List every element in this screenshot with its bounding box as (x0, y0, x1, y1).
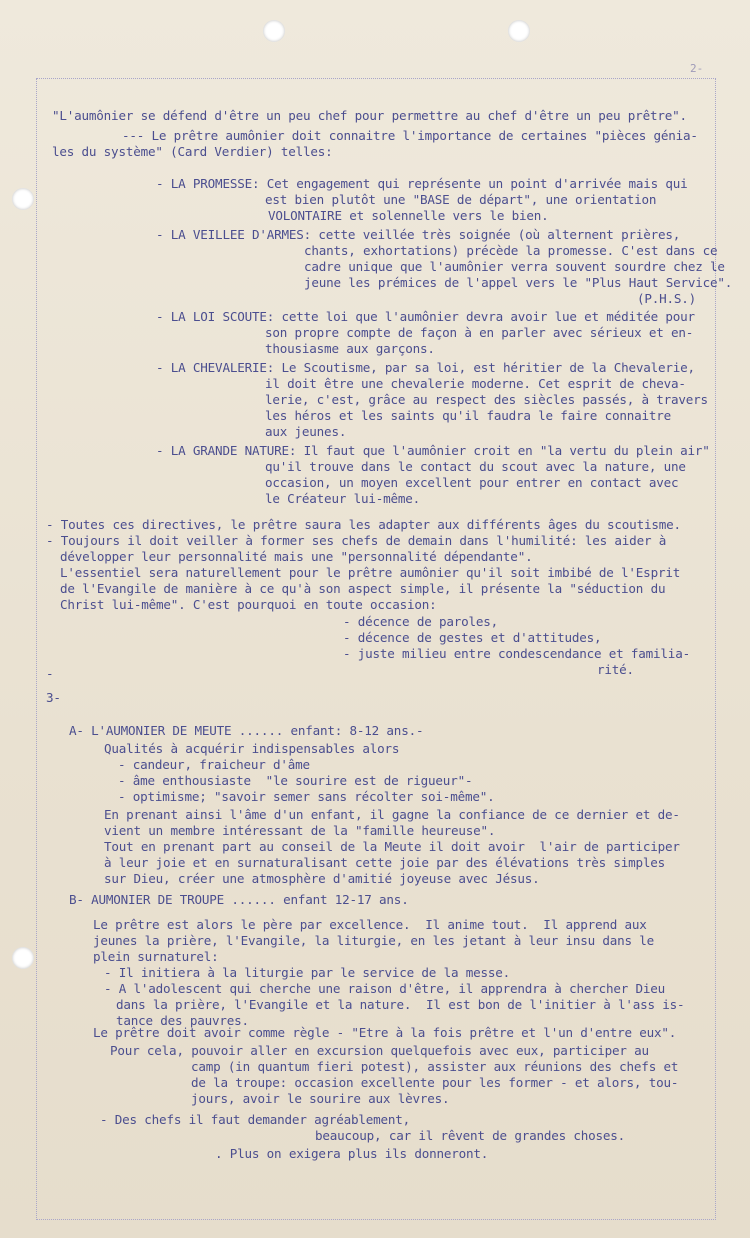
text-line: sur Dieu, créer une atmosphère d'amitié joyeuse avec Jésus. (104, 871, 540, 886)
text-line: jeune les prémices de l'appel vers le "Plus Haut Service". (304, 275, 733, 290)
text-line: jours, avoir le sourire aux lèvres. (191, 1091, 450, 1106)
text-line: les du système" (Card Verdier) telles: (52, 144, 333, 159)
text-line: - Des chefs il faut demander agréablement, (100, 1112, 411, 1127)
text-line: - Il initiera à la liturgie par le service de la messe. (104, 965, 511, 980)
text-line: VOLONTAIRE et solennelle vers le bien. (268, 208, 549, 223)
text-line: - LA LOI SCOUTE: cette loi que l'aumônier devra avoir lue et méditée pour (156, 309, 695, 324)
text-line: - (46, 666, 54, 681)
text-line: thousiasme aux garçons. (265, 341, 435, 356)
punch-hole-left-1 (12, 188, 34, 210)
text-line: - juste milieu entre condescendance et familia- (343, 646, 690, 661)
text-line: - LA VEILLEE D'ARMES: cette veillée très soignée (où alternent prières, (156, 227, 681, 242)
page-number: 2- (690, 62, 704, 75)
text-line: les héros et les saints qu'il faudra le faire connaitre (265, 408, 672, 423)
text-line: - âme enthousiaste "le sourire est de rigueur"- (118, 773, 473, 788)
text-line: Christ lui-même". C'est pourquoi en toute occasion: (60, 597, 437, 612)
text-line: - LA CHEVALERIE: Le Scoutisme, par sa loi, est héritier de la Chevalerie, (156, 360, 695, 375)
text-line: - candeur, fraicheur d'âme (118, 757, 310, 772)
text-line: de l'Evangile de manière à ce qu'à son aspect simple, il présente la "séduction du (60, 581, 666, 596)
section-number: 3- (46, 690, 61, 705)
text-line: - LA GRANDE NATURE: Il faut que l'aumônier croit en "la vertu du plein air" (156, 443, 710, 458)
text-line: à leur joie et en surnaturalisant cette joie par des élévations très simples (104, 855, 666, 870)
text-line: chants, exhortations) précède la promesse. C'est dans ce (304, 243, 718, 258)
text-line: En prenant ainsi l'âme d'un enfant, il gagne la confiance de ce dernier et de- (104, 807, 680, 822)
text-line: (P.H.S.) (637, 291, 697, 306)
text-line: est bien plutôt une "BASE de départ", une orientation (265, 192, 657, 207)
punch-hole-top-1 (263, 20, 285, 42)
text-line: cadre unique que l'aumônier verra souvent sourdre chez le (304, 259, 725, 274)
text-line: - décence de paroles, (343, 614, 499, 629)
text-line: plein surnaturel: (93, 949, 219, 964)
text-line: --- Le prêtre aumônier doit connaitre l'importance de certaines "pièces génia- (122, 128, 698, 143)
text-line: le Créateur lui-même. (265, 491, 421, 506)
text-line: son propre compte de façon à en parler avec sérieux et en- (265, 325, 694, 340)
section-heading: B- AUMONIER DE TROUPE ...... enfant 12-17 ans. (69, 892, 409, 907)
text-line: - LA PROMESSE: Cet engagement qui représente un point d'arrivée mais qui (156, 176, 688, 191)
section-heading: A- L'AUMONIER DE MEUTE ...... enfant: 8-12 ans.- (69, 723, 424, 738)
text-line: camp (in quantum fieri potest), assister aux réunions des chefs et (191, 1059, 679, 1074)
text-line: jeunes la prière, l'Evangile, la liturgie, en les jetant à leur insu dans le (93, 933, 655, 948)
text-line: aux jeunes. (265, 424, 347, 439)
text-line: beaucoup, car il rêvent de grandes choses. (315, 1128, 626, 1143)
punch-hole-left-2 (12, 947, 34, 969)
punch-hole-top-2 (508, 20, 530, 42)
text-line: développer leur personnalité mais une "personnalité dépendante". (60, 549, 533, 564)
text-line: Le prêtre doit avoir comme règle - "Etre à la fois prêtre et l'un d'entre eux". (93, 1025, 677, 1040)
text-line: dans la prière, l'Evangile et la nature. Il est bon de l'initier à l'ass is- (116, 997, 685, 1012)
text-line: Tout en prenant part au conseil de la Meute il doit avoir l'air de participer (104, 839, 680, 854)
text-line: Le prêtre est alors le père par excellence. Il anime tout. Il apprend aux (93, 917, 647, 932)
quote-line: "L'aumônier se défend d'être un peu chef pour permettre au chef d'être un peu prêtre". (52, 108, 687, 123)
text-line: rité. (597, 662, 634, 677)
text-line: tance des pauvres. (116, 1013, 249, 1028)
text-line: Qualités à acquérir indispensables alors (104, 741, 400, 756)
text-line: - décence de gestes et d'attitudes, (343, 630, 602, 645)
text-line: Pour cela, pouvoir aller en excursion quelquefois avec eux, participer au (110, 1043, 649, 1058)
text-line: - Toujours il doit veiller à former ses chefs de demain dans l'humilité: les aider à (46, 533, 667, 548)
text-line: . Plus on exigera plus ils donneront. (215, 1146, 489, 1161)
text-line: occasion, un moyen excellent pour entrer en contact avec (265, 475, 679, 490)
text-line: qu'il trouve dans le contact du scout avec la nature, une (265, 459, 686, 474)
text-line: L'essentiel sera naturellement pour le prêtre aumônier qu'il soit imbibé de l'Esprit (60, 565, 681, 580)
text-line: - optimisme; "savoir semer sans récolter soi-même". (118, 789, 495, 804)
text-line: il doit être une chevalerie moderne. Cet esprit de cheva- (265, 376, 686, 391)
text-line: lerie, c'est, grâce au respect des siècles passés, à travers (265, 392, 708, 407)
text-line: - Toutes ces directives, le prêtre saura les adapter aux différents âges du scoutisme. (46, 517, 681, 532)
text-line: de la troupe: occasion excellente pour les former - et alors, tou- (191, 1075, 679, 1090)
text-line: vient un membre intéressant de la "famille heureuse". (104, 823, 496, 838)
text-line: - A l'adolescent qui cherche une raison d'être, il apprendra à chercher Dieu (104, 981, 666, 996)
